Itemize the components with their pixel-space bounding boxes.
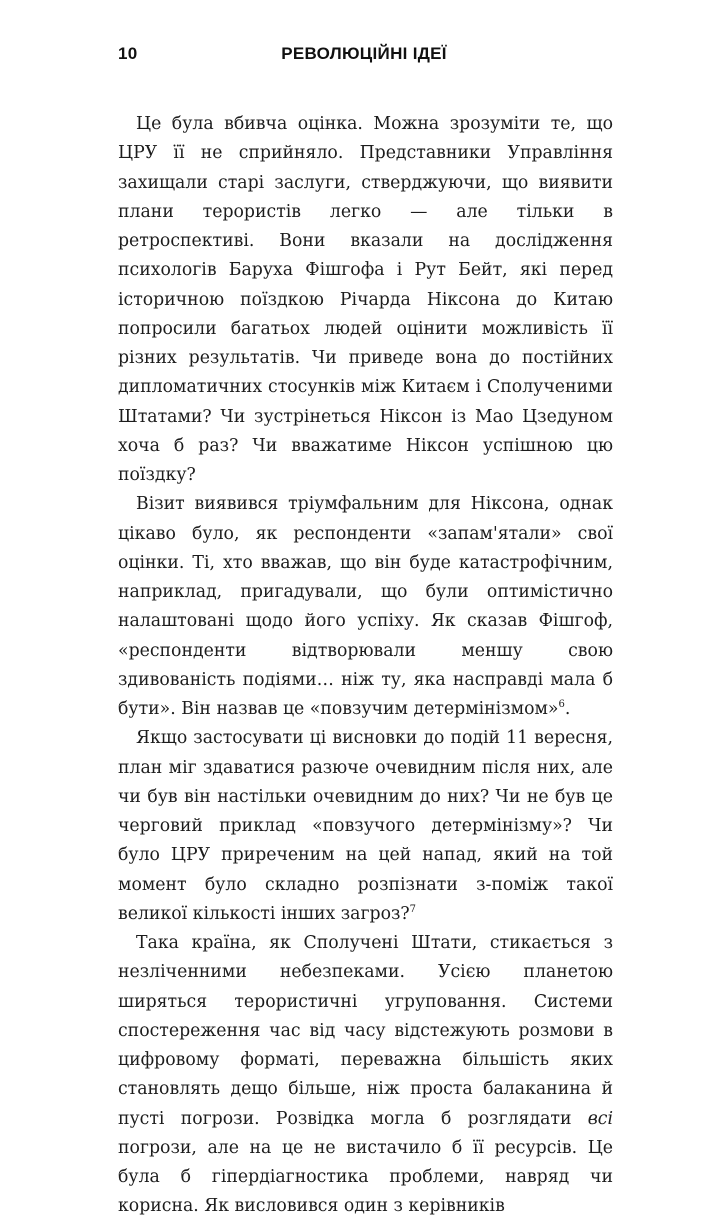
paragraph-1 [118, 110, 613, 490]
running-head [118, 44, 610, 68]
footnote-marker: 6 [558, 699, 565, 711]
paragraph-text-end: погрози, але на це не вистачило б її ресурсів. Це була б гіпердіагностика проблеми, навряд чи корисна. Як висловився один з керівників [118, 1137, 613, 1217]
paragraph-text: Така країна, як Сполучені Штати, стикається з незліченними небезпеками. Усією планетою ширяться терористичні угруповання. Системи спостереження час від часу відстежують розмови в цифровому форматі, переважна більшість яких становлять дещо більше, ніж проста балаканина й пусті погрози. Розвідка могла б розглядати [118, 933, 613, 1129]
paragraph-4 [118, 929, 613, 1222]
emphasized-word: всі [587, 1108, 613, 1129]
paragraph-3 [118, 724, 613, 929]
footnote-marker: 7 [409, 903, 417, 915]
paragraph-text: Це була вбивча оцінка. Можна зрозуміти те, що ЦРУ її не сприйняло. Представники Управління захищали старі заслуги, стверджуючи, що виявити плани терористів легко — але тільки в ретроспективі. Вони вказали на дослідження психологів Баруха Фішгофа і Рут Бейт, які перед історичною поїздкою Річарда Ніксона до Китаю попросили багатьох людей оцінити можливість її різних результатів. Чи приведе вона до постійних дипломатичних стосунків між Китаєм і Сполученими Штатами? Чи зустрінеться Ніксон із Мао Цзедуном хоча б раз? Чи вважатиме Ніксон успішною цю поїздку? [118, 114, 613, 485]
paragraph-text: Візит виявився тріумфальним для Ніксона, однак цікаво було, як респонденти «запам'ятали» свої оцінки. Ті, хто вважав, що він буде катастрофічним, наприклад, пригадували, що були оптимістично налаштовані щодо його успіху. Як сказав Фішгоф, «респонденти відтворювали меншу свою здивованість подіями… ніж ту, яка насправді мала б бути». Він назвав це «повзучим детермінізмом» [118, 494, 613, 719]
paragraph-text-end: . [564, 699, 571, 719]
paragraph-text: Якщо застосувати ці висновки до подій 11 вересня, план міг здаватися разюче очевидним після них, але чи був він настільки очевидним до них? Чи не був це черговий приклад «повзучого детермінізму»? Чи було ЦРУ приреченим на цей напад, який на той момент було складно розпізнати з-поміж такої великої кількості інших загроз? [118, 728, 613, 924]
paragraph-2 [118, 490, 613, 724]
running-title: РЕВОЛЮЦІЙНІ ІДЕЇ [281, 44, 447, 63]
body-text [118, 110, 613, 1222]
page-number: 10 [118, 44, 138, 63]
